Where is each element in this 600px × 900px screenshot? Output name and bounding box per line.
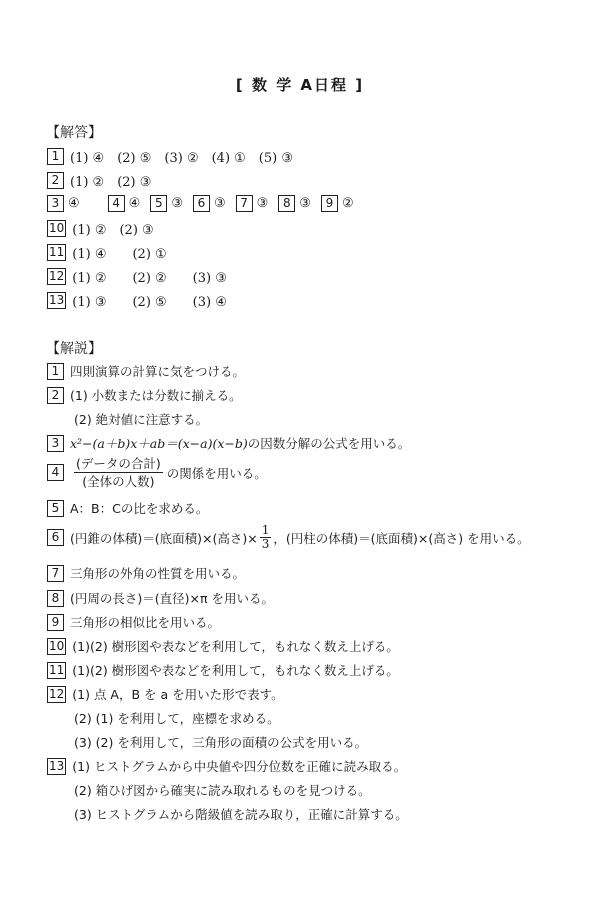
mean-fraction	[74, 456, 163, 489]
explanation-text: (1) 小数または分数に揃える。	[70, 388, 242, 403]
explanation-text: (1) 点 A，B を a を用いた形で表す。	[72, 687, 284, 702]
question-number: 3	[47, 195, 64, 212]
fraction-denominator: 3	[261, 537, 270, 551]
answer-row-2	[47, 171, 151, 190]
answer-text: ③	[256, 196, 269, 211]
explanation-12-sub-2: (2) (1) を利用して，座標を求める。	[74, 711, 280, 726]
explanation-text: (円錐の体積)＝(底面積)×(高さ)×	[70, 530, 258, 546]
question-number: 8	[278, 195, 295, 212]
explanation-text: 三角形の相似比を用いる。	[70, 615, 221, 630]
answer-text: (1) ④ (2) ①	[72, 247, 167, 262]
explanation-text: ，(円柱の体積)＝(底面積)×(高さ) を用いる。	[273, 530, 530, 546]
explanation-text: 三角形の外角の性質を用いる。	[70, 566, 246, 581]
answers-heading: 【解答】	[46, 125, 102, 141]
factoring-formula: x²−(a＋b)x＋ab＝(x−a)(x−b)	[70, 436, 248, 451]
question-number: 1	[47, 363, 64, 380]
answer-row-1	[47, 147, 293, 166]
explanation-13-sub-3: (3) ヒストグラムから階級値を読み取り，正確に計算する。	[74, 807, 408, 822]
question-number: 2	[47, 172, 64, 189]
question-number: 11	[49, 245, 65, 259]
answer-row-13	[47, 291, 227, 310]
explanation-10	[47, 637, 399, 655]
question-number: 8	[47, 590, 64, 607]
explanation-13	[47, 757, 406, 775]
explanation-text: (1) ヒストグラムから中央値や四分位数を正確に読み取る。	[72, 759, 407, 774]
explanation-8	[47, 589, 274, 607]
answer-row-11	[47, 243, 167, 262]
question-number: 4	[108, 195, 125, 212]
explanation-5	[47, 499, 208, 517]
question-number: 6	[193, 195, 210, 212]
explanation-heading: 【解説】	[46, 341, 102, 357]
fraction-numerator: 1	[261, 523, 270, 537]
page-title: [ 数 学 A日程 ]	[235, 76, 365, 94]
explanation-text: の関係を用いる。	[166, 465, 267, 481]
question-number: 13	[49, 758, 65, 773]
explanation-12	[47, 685, 284, 703]
explanation-text: (円周の長さ)＝(直径)×π を用いる。	[70, 591, 274, 606]
explanation-text: (1)(2) 樹形図や表などを利用して，もれなく数え上げる。	[72, 663, 399, 678]
question-number: 7	[47, 565, 64, 582]
question-number: 10	[49, 638, 65, 653]
answer-text: (1) ② (2) ③	[70, 175, 152, 190]
answer-text: ④	[128, 196, 141, 211]
question-number: 13	[49, 293, 65, 307]
explanation-6	[47, 524, 530, 551]
question-number: 3	[47, 435, 64, 452]
explanation-text: の因数分解の公式を用いる。	[247, 436, 411, 451]
question-number: 1	[47, 148, 64, 165]
explanation-13-sub-2: (2) 箱ひげ図から確実に読み取れるものを見つける。	[74, 783, 371, 798]
explanation-9	[47, 613, 220, 631]
answer-text: (1) ② (2) ③	[72, 223, 154, 238]
explanation-7	[47, 564, 245, 582]
one-third-fraction	[260, 524, 272, 551]
question-number: 6	[47, 529, 64, 546]
question-number: 2	[47, 387, 64, 404]
explanation-2	[47, 386, 242, 404]
explanation-12-sub-3: (3) (2) を利用して，三角形の面積の公式を用いる。	[74, 735, 368, 750]
question-number: 9	[321, 195, 338, 212]
explanation-4	[47, 456, 267, 489]
explanation-11	[47, 661, 399, 679]
question-number: 10	[49, 221, 65, 235]
fraction-denominator: (全体の人数)	[82, 474, 155, 489]
explanation-text: (1)(2) 樹形図や表などを利用して，もれなく数え上げる。	[72, 639, 399, 654]
answer-row-12	[47, 267, 227, 286]
answer-row-3-9	[47, 195, 364, 212]
question-number: 5	[150, 195, 167, 212]
explanation-text: 四則演算の計算に気をつける。	[70, 364, 246, 379]
question-number: 4	[47, 464, 64, 481]
question-number: 12	[49, 686, 65, 701]
explanation-text: A：B：Cの比を求める。	[70, 501, 209, 516]
answer-text: ③	[213, 196, 226, 211]
answer-row-10	[47, 219, 154, 238]
explanation-1	[47, 362, 245, 380]
explanation-3	[47, 434, 410, 452]
answer-text: ②	[341, 196, 354, 211]
question-number: 12	[49, 269, 65, 283]
question-number: 9	[47, 614, 64, 631]
answer-text: ③	[171, 196, 183, 211]
answer-text: (1) ③ (2) ⑤ (3) ④	[72, 295, 227, 310]
answer-text: ③	[299, 196, 311, 211]
answer-text: (1) ④ (2) ⑤ (3) ② (4) ① (5) ③	[70, 151, 294, 166]
explanation-2-sub: (2) 絶対値に注意する。	[74, 412, 209, 427]
question-number: 7	[236, 195, 253, 212]
question-number: 11	[49, 662, 65, 677]
fraction-numerator: (データの合計)	[76, 456, 161, 471]
answer-text: ④	[68, 196, 80, 211]
answer-text: (1) ② (2) ② (3) ③	[72, 271, 227, 286]
question-number: 5	[47, 500, 64, 517]
